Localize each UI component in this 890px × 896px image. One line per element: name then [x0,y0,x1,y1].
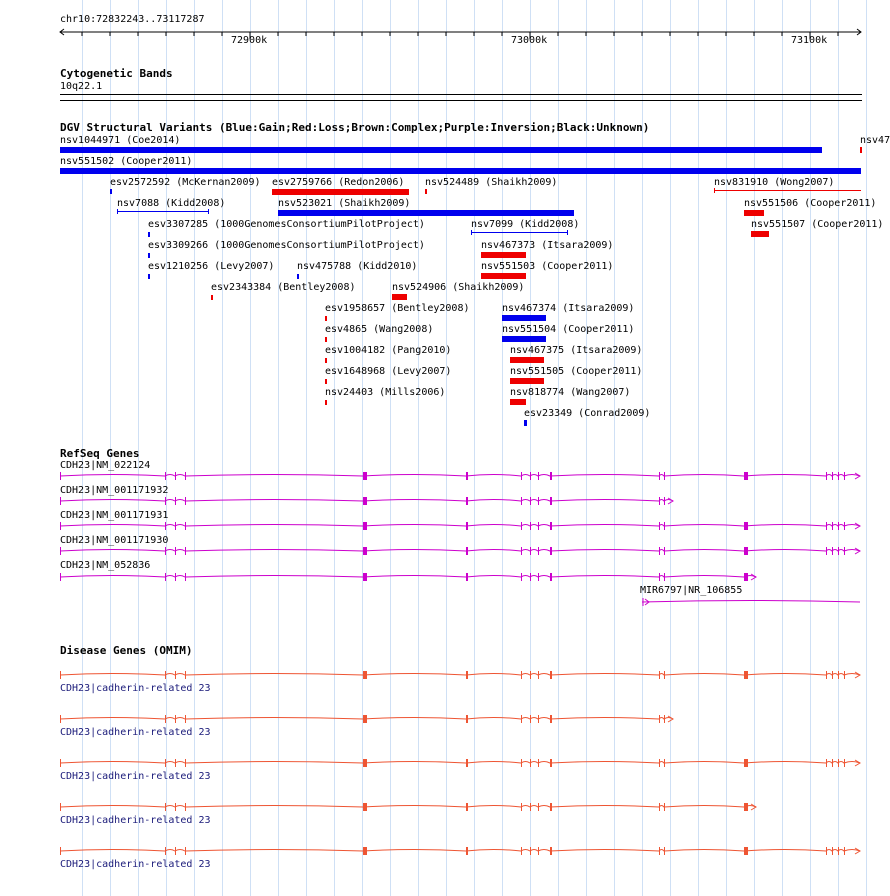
refseq-track-title[interactable]: RefSeq Genes [60,447,140,460]
variant-label[interactable]: esv1004182 (Pang2010) [325,345,452,356]
variant-bar[interactable] [744,210,764,216]
variant-label[interactable]: nsv467373 (Itsara2009) [481,240,614,251]
variant-label[interactable]: nsv551503 (Cooper2011) [481,261,614,272]
variant-label[interactable]: nsv7088 (Kidd2008) [117,198,226,209]
variant-bar[interactable] [60,168,861,174]
variant-label[interactable]: esv2343384 (Bentley2008) [211,282,356,293]
variant-bar[interactable] [425,189,427,194]
variant-bar[interactable] [278,210,574,216]
variant-bar[interactable] [524,420,527,426]
variant-label[interactable]: nsv7099 (Kidd2008) [471,219,580,230]
variant-bar[interactable] [148,232,150,237]
gene-label[interactable]: CDH23|cadherin-related 23 [60,683,211,694]
omim-gene-model[interactable] [0,753,890,773]
variant-bar[interactable] [860,147,862,153]
gene-label[interactable]: CDH23|cadherin-related 23 [60,815,211,826]
variant-bar[interactable] [510,378,544,384]
dgv-track-title[interactable]: DGV Structural Variants (Blue:Gain;Red:Loss;Brown:Complex;Purple:Inversion;Black:Unknown) [60,121,650,134]
variant-bar[interactable] [325,337,327,342]
variant-label[interactable]: nsv467374 (Itsara2009) [502,303,635,314]
variant-bar[interactable] [272,189,409,195]
cytoband-outline-top [60,94,862,95]
gene-label[interactable]: CDH23|NM_001171932 [60,485,169,496]
variant-bar[interactable] [297,274,299,279]
variant-bar[interactable] [325,379,327,384]
variant-bar[interactable] [325,400,327,405]
variant-bar[interactable] [481,252,526,258]
variant-label[interactable]: nsv831910 (Wong2007) [714,177,835,188]
variant-label[interactable]: esv23349 (Conrad2009) [524,408,651,419]
variant-bar[interactable] [60,147,822,153]
variant-bar[interactable] [502,315,546,321]
variant-label[interactable]: nsv475788 (Kidd2010) [297,261,418,272]
variant-bar[interactable] [110,189,112,194]
cytoband-track-title[interactable]: Cytogenetic Bands [60,67,173,80]
variant-label[interactable]: esv1210256 (Levy2007) [148,261,275,272]
variant-label[interactable]: esv2572592 (McKernan2009) [110,177,261,188]
variant-label[interactable]: nsv47 [860,135,890,146]
variant-label[interactable]: nsv551502 (Cooper2011) [60,156,193,167]
gene-label[interactable]: CDH23|cadherin-related 23 [60,771,211,782]
variant-label[interactable]: nsv551507 (Cooper2011) [751,219,884,230]
variant-bar[interactable] [751,231,769,237]
gene-label[interactable]: CDH23|NM_022124 [60,460,151,471]
omim-gene-model[interactable] [0,709,890,729]
cytoband-label: 10q22.1 [60,81,103,92]
variant-label[interactable]: nsv551506 (Cooper2011) [744,198,877,209]
location-label: chr10:72832243..73117287 [60,14,205,25]
variant-bar[interactable] [502,336,546,342]
variant-bar[interactable] [481,273,526,279]
variant-label[interactable]: esv1958657 (Bentley2008) [325,303,470,314]
variant-label[interactable]: nsv523021 (Shaikh2009) [278,198,411,209]
omim-gene-model[interactable] [0,841,890,861]
variant-label[interactable]: esv3307285 (1000GenomesConsortiumPilotProject) [148,219,425,230]
omim-gene-model[interactable] [0,665,890,685]
variant-label[interactable]: nsv524489 (Shaikh2009) [425,177,558,188]
cytoband-outline-bottom [60,100,862,101]
omim-gene-model[interactable] [0,797,890,817]
variant-bar[interactable] [325,316,327,321]
variant-bar[interactable] [510,399,526,405]
variant-bar[interactable] [714,190,861,191]
variant-label[interactable]: nsv1044971 (Coe2014) [60,135,181,146]
variant-label[interactable]: nsv551505 (Cooper2011) [510,366,643,377]
variant-label[interactable]: esv2759766 (Redon2006) [272,177,405,188]
ruler-tick-label: 72900k [231,35,268,46]
variant-bar[interactable] [211,295,213,300]
variant-label[interactable]: esv4865 (Wang2008) [325,324,434,335]
variant-label[interactable]: nsv24403 (Mills2006) [325,387,446,398]
variant-label[interactable]: nsv524906 (Shaikh2009) [392,282,525,293]
variant-bar[interactable] [471,232,568,233]
variant-bar[interactable] [148,253,150,258]
gene-label[interactable]: CDH23|cadherin-related 23 [60,859,211,870]
variant-label[interactable]: esv3309266 (1000GenomesConsortiumPilotProject) [148,240,425,251]
ruler-axis [0,24,890,46]
refseq-transcript-model[interactable] [0,592,890,612]
ruler-tick-label: 73000k [511,35,548,46]
variant-label[interactable]: nsv818774 (Wang2007) [510,387,631,398]
gene-label[interactable]: MIR6797|NR_106855 [640,585,743,596]
variant-label[interactable]: nsv467375 (Itsara2009) [510,345,643,356]
variant-bar[interactable] [117,211,209,212]
gene-label[interactable]: CDH23|NM_052836 [60,560,151,571]
variant-bar[interactable] [392,294,407,300]
gene-label[interactable]: CDH23|NM_001171930 [60,535,169,546]
gene-label[interactable]: CDH23|NM_001171931 [60,510,169,521]
omim-track-title[interactable]: Disease Genes (OMIM) [60,644,193,657]
variant-bar[interactable] [510,357,544,363]
variant-label[interactable]: esv1648968 (Levy2007) [325,366,452,377]
ruler-tick-label: 73100k [791,35,828,46]
variant-bar[interactable] [148,274,150,279]
variant-label[interactable]: nsv551504 (Cooper2011) [502,324,635,335]
gene-label[interactable]: CDH23|cadherin-related 23 [60,727,211,738]
variant-bar[interactable] [325,358,327,363]
